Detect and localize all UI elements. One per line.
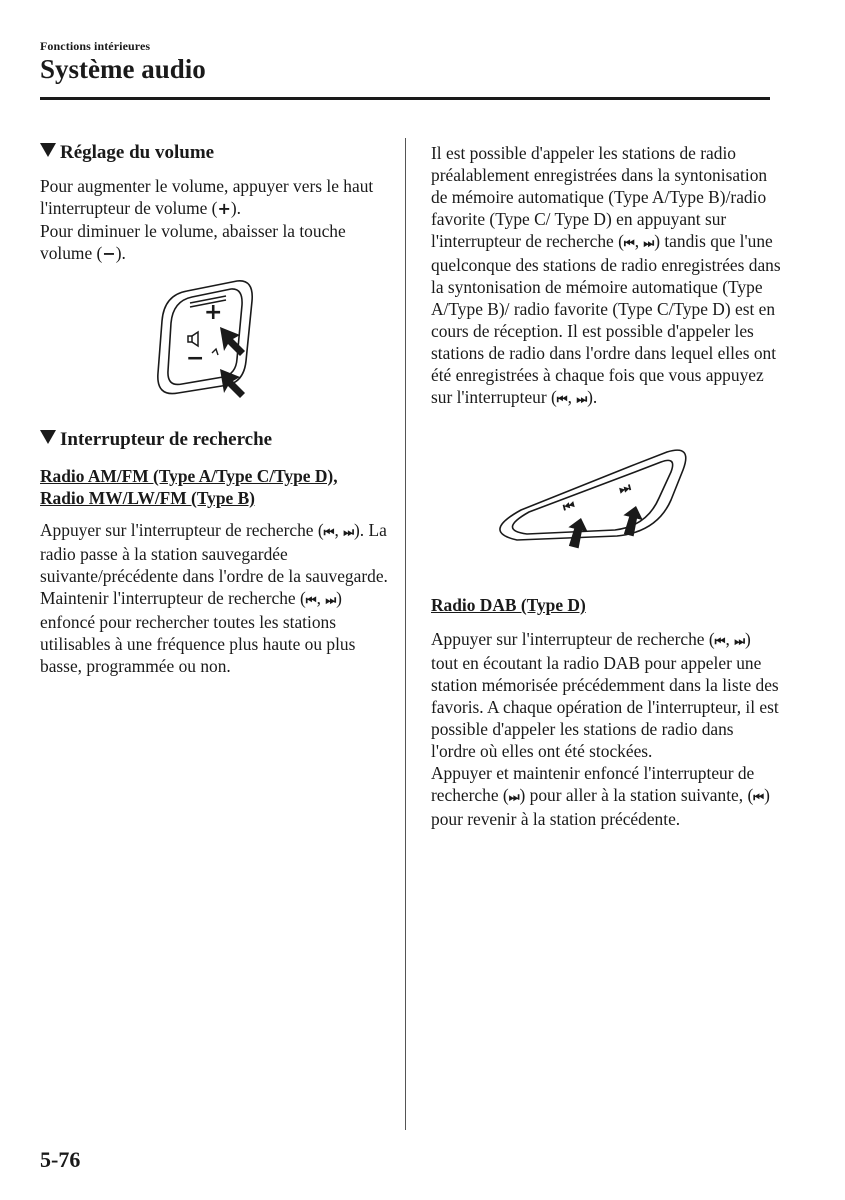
seek-heading: Interrupteur de recherche [40,428,390,452]
volume-paragraph-up: Pour augmenter le volume, appuyer vers le haut l'interrupteur de volume (+). [40,176,374,218]
plus-icon: + [217,199,231,218]
seek-subheading-2: Radio MW/LW/FM (Type B) [40,488,255,508]
page-number: 5-76 [40,1147,81,1172]
minus-icon: − [102,244,116,263]
arrow-icon [220,327,245,356]
seek-paragraph-1: Appuyer sur l'interrupteur de recherche (⏮, ⏭). La radio passe à la station sauvegardée suivante/précédente dans l'ordre de la sauvegarde. [40,520,388,586]
seek-subheading-1: Radio AM/FM (Type A/Type C/Type D), [40,466,338,486]
seek-up-icon: ⏭ [343,525,354,539]
right-column [431,142,781,830]
seek-down-icon: ⏮ [556,392,568,406]
header-divider [40,97,770,100]
left-column [40,141,390,677]
seek-up-icon: ⏭ [617,480,633,498]
memory-recall-paragraph: Il est possible d'appeler les stations de radio préalablement enregistrées dans la syntonisation de mémoire automatique (Type A/Type B)/radio favorite (Type C/ Type D) en appuyant sur l'interrupteur de recherche (⏮, ⏭) tandis que l'une quelconque des stations de radio enregistrées dans la syntonisation de mémoire automatique (Type A/Type B)/ radio favorite (Type C/Type D) est en cours de réception. Il est possible d'appeler les stations de radio dans l'ordre dans lequel elles ont été enregistrées à chaque fois que vous appuyez sur l'interrupteur (⏮, ⏭). [431,143,781,407]
dab-subheading: Radio DAB (Type D) [431,595,586,615]
seek-down-icon: ⏮ [623,236,635,250]
seek-switch-illustration [431,440,781,580]
seek-up-icon: ⏭ [734,634,745,648]
volume-paragraph-down: Pour diminuer le volume, abaisser la touche volume (−). [40,221,346,263]
minus-icon: − [186,346,205,371]
section-label: Fonctions intérieures [40,39,151,53]
column-divider [405,138,406,1130]
dab-paragraph-2: Appuyer et maintenir enfoncé l'interrupteur de recherche (⏭) pour aller à la station suivante, (⏮) pour revenir à la station précédente. [431,763,770,829]
seek-down-icon: ⏮ [753,790,765,804]
volume-switch-illustration [40,275,390,415]
volume-heading: Réglage du volume [40,141,390,165]
seek-down-icon: ⏮ [305,593,317,607]
seek-down-icon: ⏮ [714,634,726,648]
arrow-icon [220,369,245,398]
seek-up-icon: ⏭ [643,236,655,250]
switch-inner-outline [512,460,672,534]
page-title: Système audio [40,54,206,84]
seek-up-icon: ⏭ [576,392,588,406]
speaker-icon [188,332,198,346]
triangle-down-icon [40,143,56,157]
seek-up-icon: ⏭ [325,593,337,607]
seek-down-icon: ⏮ [323,525,335,539]
seek-up-icon: ⏭ [508,790,520,804]
plus-icon: + [204,300,223,325]
dab-paragraph-1: Appuyer sur l'interrupteur de recherche (⏮, ⏭) tout en écoutant la radio DAB pour appeler une station mémorisée précédemment dans la liste des favoris. A chaque opération de l'interrupteur, il est possible d'appeler les stations de radio dans l'ordre où elles ont été stockées. [431,629,779,761]
triangle-down-icon [40,430,56,444]
seek-paragraph-2: Maintenir l'interrupteur de recherche (⏮, ⏭) enfoncé pour rechercher toutes les stations utilisables à une fréquence plus haute ou plus basse, programmée ou non. [40,588,356,676]
seek-down-icon: ⏮ [561,498,577,516]
